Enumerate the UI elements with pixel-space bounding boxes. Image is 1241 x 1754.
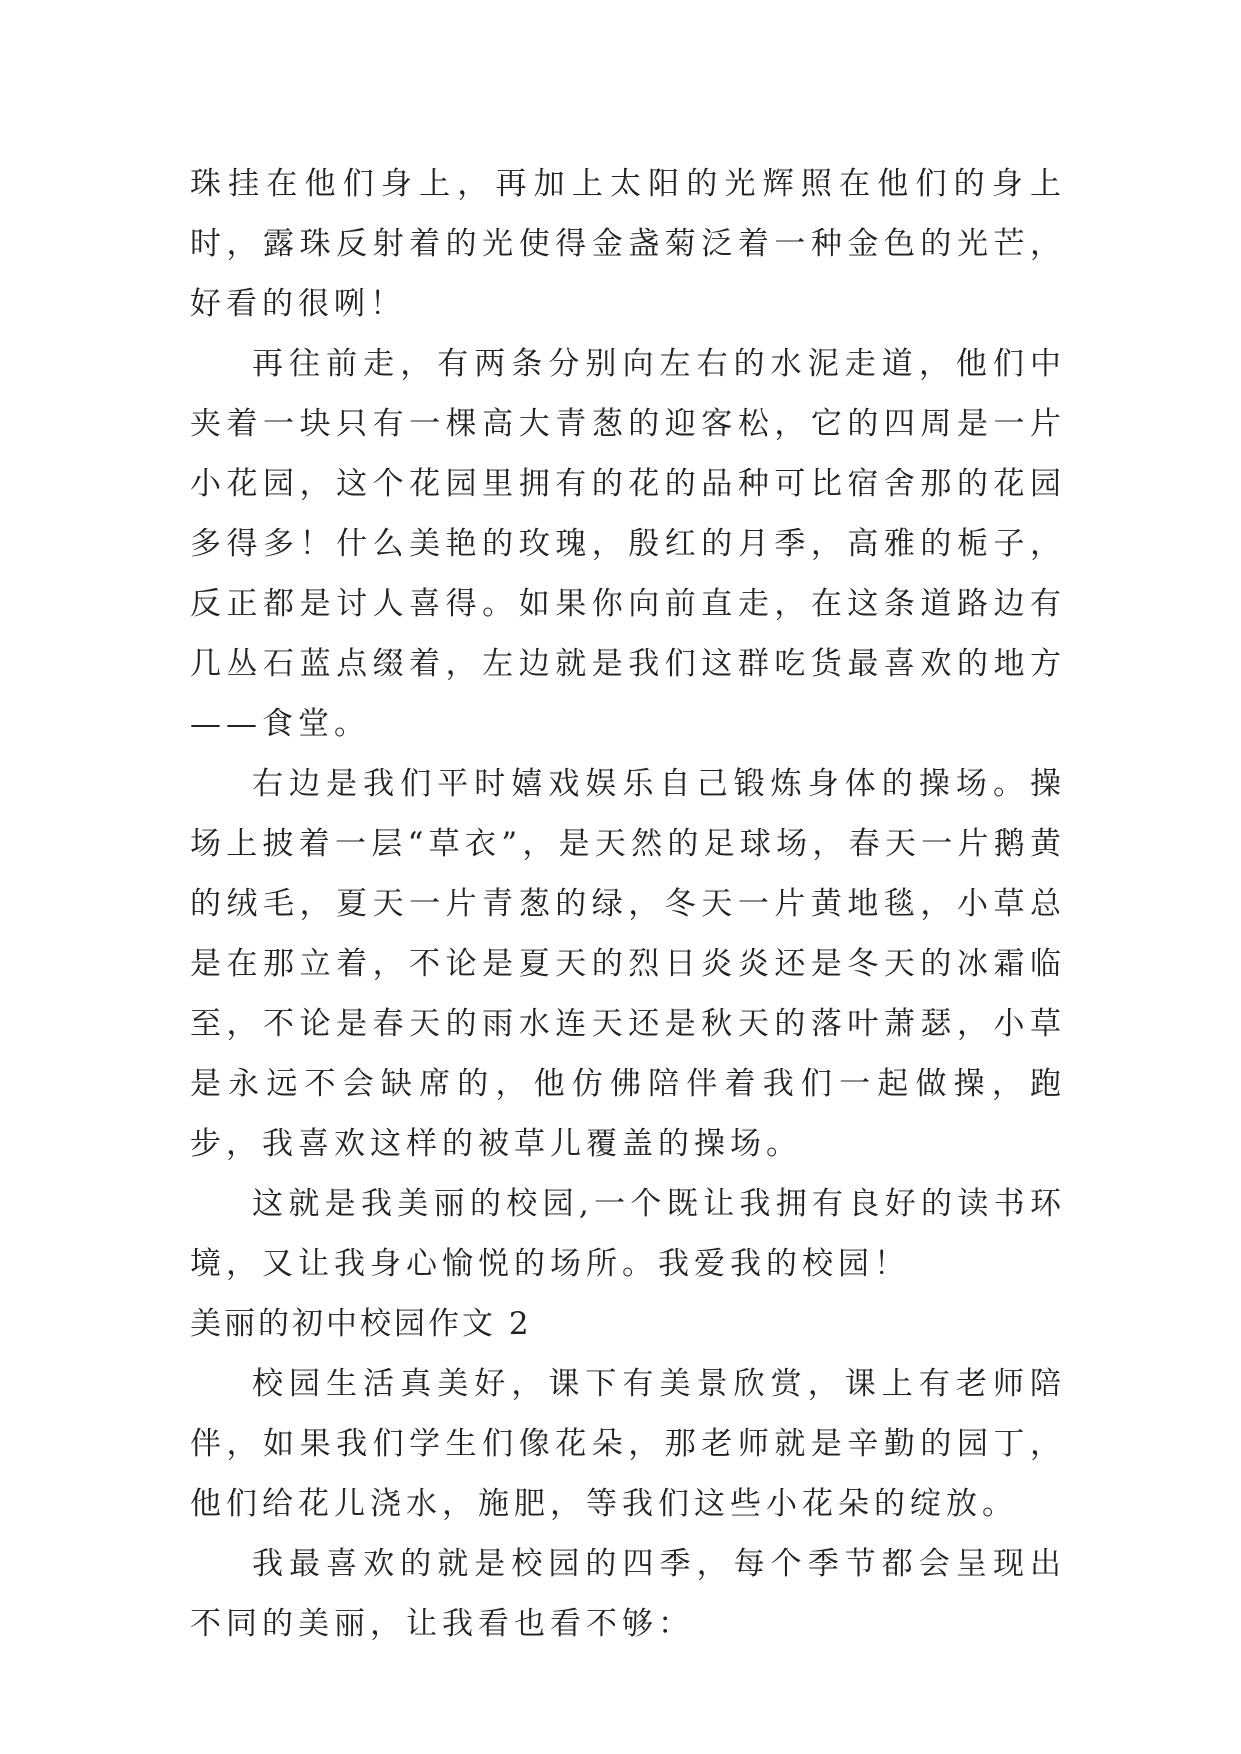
- section-heading: 美丽的初中校园作文 2: [190, 1306, 532, 1342]
- paragraph-conclusion: 这就是我美丽的校园,一个既让我拥有良好的读书环境，又让我身心愉悦的场所。我爱我的校园！: [190, 1186, 1066, 1282]
- paragraph-walkway-garden: 再往前走，有两条分别向左右的水泥走道，他们中夹着一块只有一棵高大青葱的迎客松，它的四周是一片小花园，这个花园里拥有的花的品种可比宿舍那的花园多得多！什么美艳的玫瑰，殷红的月季，高雅的栀子，反正都是讨人喜得。如果你向前直走，在这条道路边有几丛石蓝点缀着，左边就是我们这群吃货最喜欢的地方——食堂。: [190, 346, 1066, 742]
- essay-body: [190, 154, 1066, 1654]
- paragraph-campus-life: 校园生活真美好，课下有美景欣赏，课上有老师陪伴，如果我们学生们像花朵，那老师就是辛勤的园丁，他们给花儿浇水，施肥，等我们这些小花朵的绽放。: [190, 1366, 1066, 1522]
- paragraph-continued: 珠挂在他们身上，再加上太阳的光辉照在他们的身上时，露珠反射着的光使得金盏菊泛着一种金色的光芒，好看的很咧！: [190, 166, 1066, 322]
- paragraph-playground: 右边是我们平时嬉戏娱乐自己锻炼身体的操场。操场上披着一层“草衣”，是天然的足球场，春天一片鹅黄的绒毛，夏天一片青葱的绿，冬天一片黄地毯，小草总是在那立着，不论是夏天的烈日炎炎还是冬天的冰霜临至，不论是春天的雨水连天还是秋天的落叶萧瑟，小草是永远不会缺席的，他仿佛陪伴着我们一起做操，跑步，我喜欢这样的被草儿覆盖的操场。: [190, 766, 1066, 1162]
- paragraph-four-seasons: 我最喜欢的就是校园的四季，每个季节都会呈现出不同的美丽，让我看也看不够：: [190, 1546, 1066, 1642]
